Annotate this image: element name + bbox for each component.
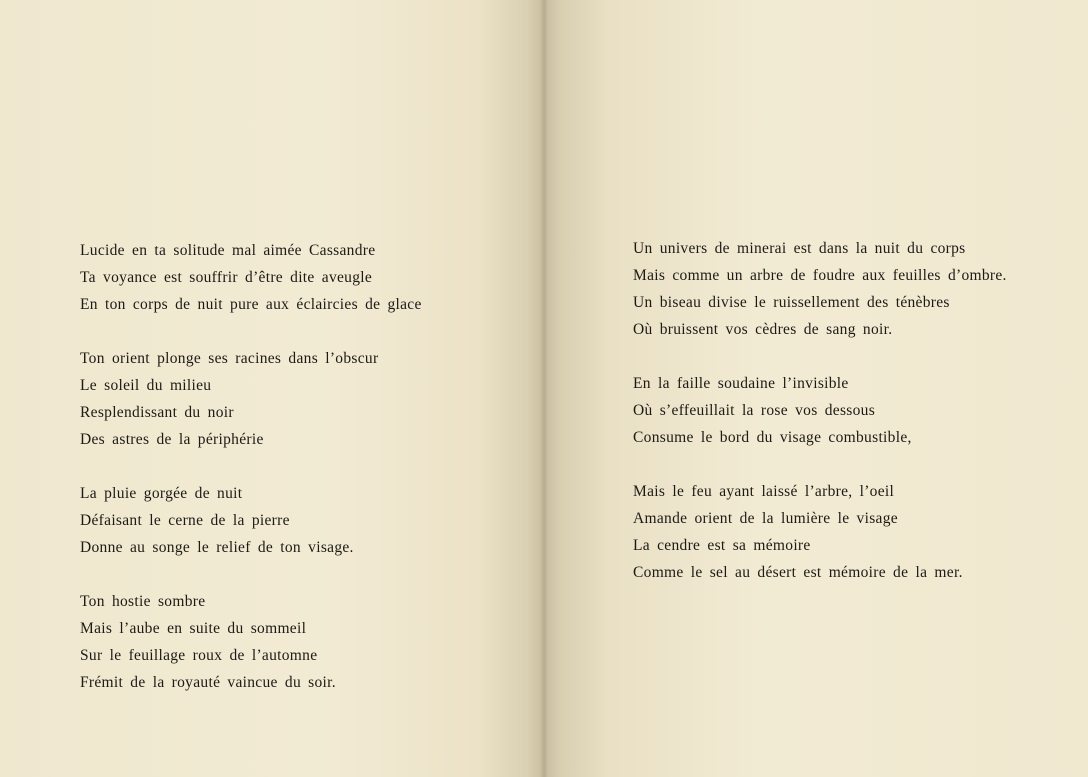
stanza	[633, 238, 1007, 346]
poem-line: Des astres de la périphérie	[80, 431, 264, 448]
left-poem	[80, 240, 422, 726]
poem-line: Un biseau divise le ruissellement des ténèbres	[633, 294, 950, 311]
stanza	[80, 240, 422, 321]
stanza	[80, 591, 422, 699]
poem-line: Amande orient de la lumière le visage	[633, 510, 898, 527]
poem-line: Mais le feu ayant laissé l’arbre, l’oeil	[633, 483, 895, 500]
stanza	[80, 483, 422, 564]
poem-line: Défaisant le cerne de la pierre	[80, 512, 290, 529]
poem-line: Où bruissent vos cèdres de sang noir.	[633, 321, 893, 338]
poem-line: Mais comme un arbre de foudre aux feuilles d’ombre.	[633, 267, 1007, 284]
right-poem	[633, 238, 1007, 616]
poem-line: Où s’effeuillait la rose vos dessous	[633, 402, 876, 419]
poem-line: Un univers de minerai est dans la nuit du corps	[633, 240, 966, 257]
stanza	[80, 348, 422, 456]
book-gutter	[540, 0, 548, 777]
poem-line: Ta voyance est souffrir d’être dite aveugle	[80, 269, 373, 286]
poem-line: Ton orient plonge ses racines dans l’obscur	[80, 350, 379, 367]
poem-line: La cendre est sa mémoire	[633, 537, 811, 554]
poem-line: En la faille soudaine l’invisible	[633, 375, 849, 392]
poem-line: Comme le sel au désert est mémoire de la mer.	[633, 564, 963, 581]
stanza	[633, 373, 1007, 454]
poem-line: Frémit de la royauté vaincue du soir.	[80, 674, 336, 691]
poem-line: Le soleil du milieu	[80, 377, 212, 394]
poem-line: Lucide en ta solitude mal aimée Cassandre	[80, 242, 376, 259]
poem-line: La pluie gorgée de nuit	[80, 485, 243, 502]
poem-line: Ton hostie sombre	[80, 593, 206, 610]
poem-line: En ton corps de nuit pure aux éclaircies de glace	[80, 296, 422, 313]
poem-line: Resplendissant du noir	[80, 404, 234, 421]
poem-line: Sur le feuillage roux de l’automne	[80, 647, 318, 664]
stanza	[633, 481, 1007, 589]
poem-line: Donne au songe le relief de ton visage.	[80, 539, 354, 556]
poem-line: Mais l’aube en suite du sommeil	[80, 620, 307, 637]
poem-line: Consume le bord du visage combustible,	[633, 429, 912, 446]
